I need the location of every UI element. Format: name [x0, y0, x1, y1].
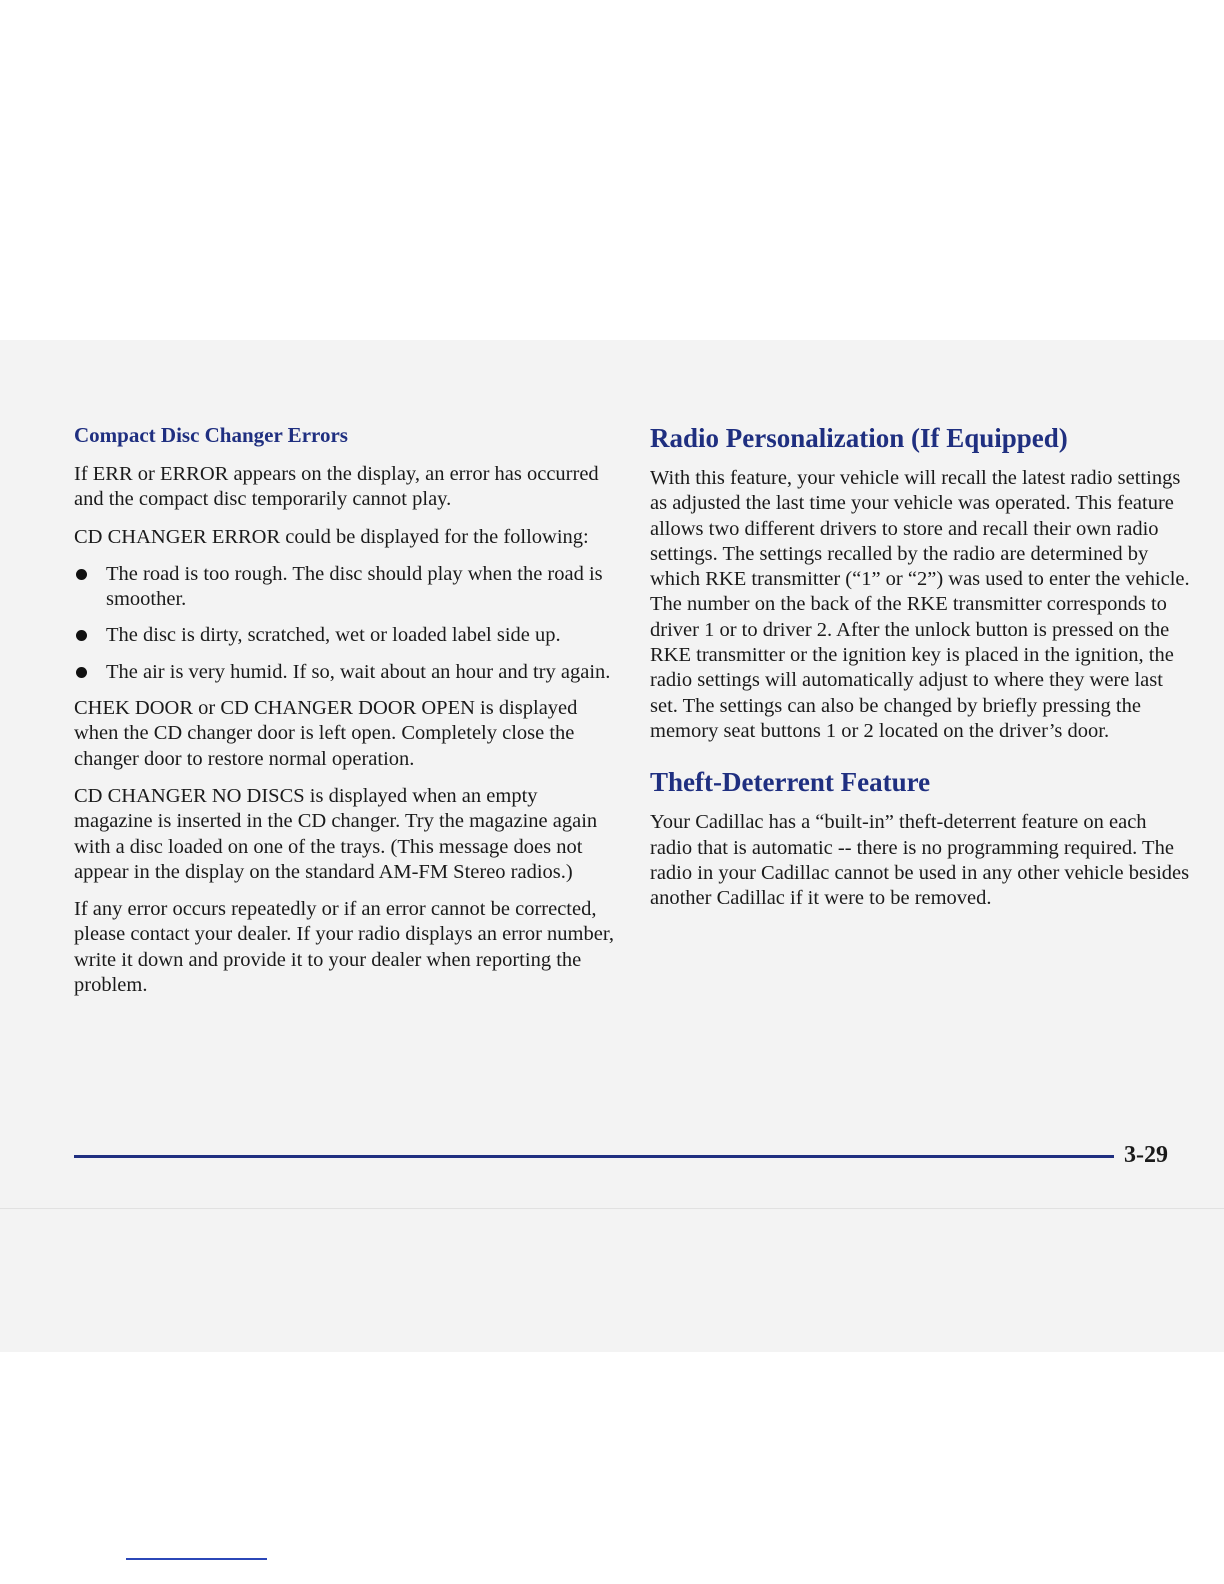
divider — [126, 1558, 267, 1560]
door-open-paragraph: CHEK DOOR or CD CHANGER DOOR OPEN is displayed when the CD changer door is left open. Completely close the changer door to restore normal operation. — [74, 697, 578, 770]
radio-personalization-paragraph: With this feature, your vehicle will recall the latest radio settings as adjusted the last time your vehicle was operated. This feature allows two different drivers to store and recall their own radio settings. The settings recalled by the radio are determined by which RKE transmitter (“1” or “2”) was used to enter the vehicle. The number on the back of the RKE transmitter corresponds to driver 1 or to driver 2. After the unlock button is pressed on the RKE transmitter or the ignition key is placed in the ignition, the radio settings will automatically adjust to where they were last set. The settings can also be changed by briefly pressing the memory seat buttons 1 or 2 located on the driver’s door. — [650, 467, 1190, 742]
radio-personalization-heading: Radio Personalization (If Equipped) — [650, 423, 1068, 453]
no-discs-paragraph: CD CHANGER NO DISCS is displayed when an empty magazine is inserted in the CD changer. Try the magazine again with a disc loaded on one of the trays. (This message does not appear in the display on the standard AM-FM Stereo radios.) — [74, 784, 598, 883]
left-column — [74, 422, 614, 1010]
err-display-paragraph: If ERR or ERROR appears on the display, an error has occurred and the compact disc temporarily cannot play. — [74, 463, 599, 511]
cd-changer-errors-heading: Compact Disc Changer Errors — [74, 423, 348, 447]
list-item — [74, 562, 614, 613]
theft-deterrent-heading: Theft-Deterrent Feature — [650, 767, 931, 798]
right-column — [650, 422, 1190, 923]
bullet-icon — [76, 630, 87, 641]
cd-changer-error-intro: CD CHANGER ERROR could be displayed for the following: — [74, 525, 589, 548]
divider — [0, 1208, 1224, 1209]
page-number: 3-29 — [1124, 1142, 1168, 1168]
contact-dealer-paragraph: If any error occurs repeatedly or if an error cannot be corrected, please contact your dealer. If your radio displays an error number, write it down and provide it to your dealer when reporting the problem. — [74, 898, 614, 997]
list-item-text: The disc is dirty, scratched, wet or loaded label side up. — [106, 624, 561, 647]
manual-page — [0, 340, 1224, 1352]
list-item — [74, 660, 614, 685]
list-item-text: The air is very humid. If so, wait about an hour and try again. — [106, 660, 611, 683]
bullet-icon — [76, 667, 87, 678]
bullet-icon — [76, 569, 87, 580]
error-causes-list — [74, 562, 614, 685]
footer-rule — [74, 1155, 1114, 1158]
theft-deterrent-paragraph: Your Cadillac has a “built-in” theft-deterrent feature on each radio that is automatic -- there is no programming required. The radio in your Cadillac cannot be used in any other vehicle besides another Cadillac if it were to be removed. — [650, 811, 1190, 910]
list-item — [74, 623, 614, 648]
list-item-text: The road is too rough. The disc should play when the road is smoother. — [106, 562, 603, 611]
